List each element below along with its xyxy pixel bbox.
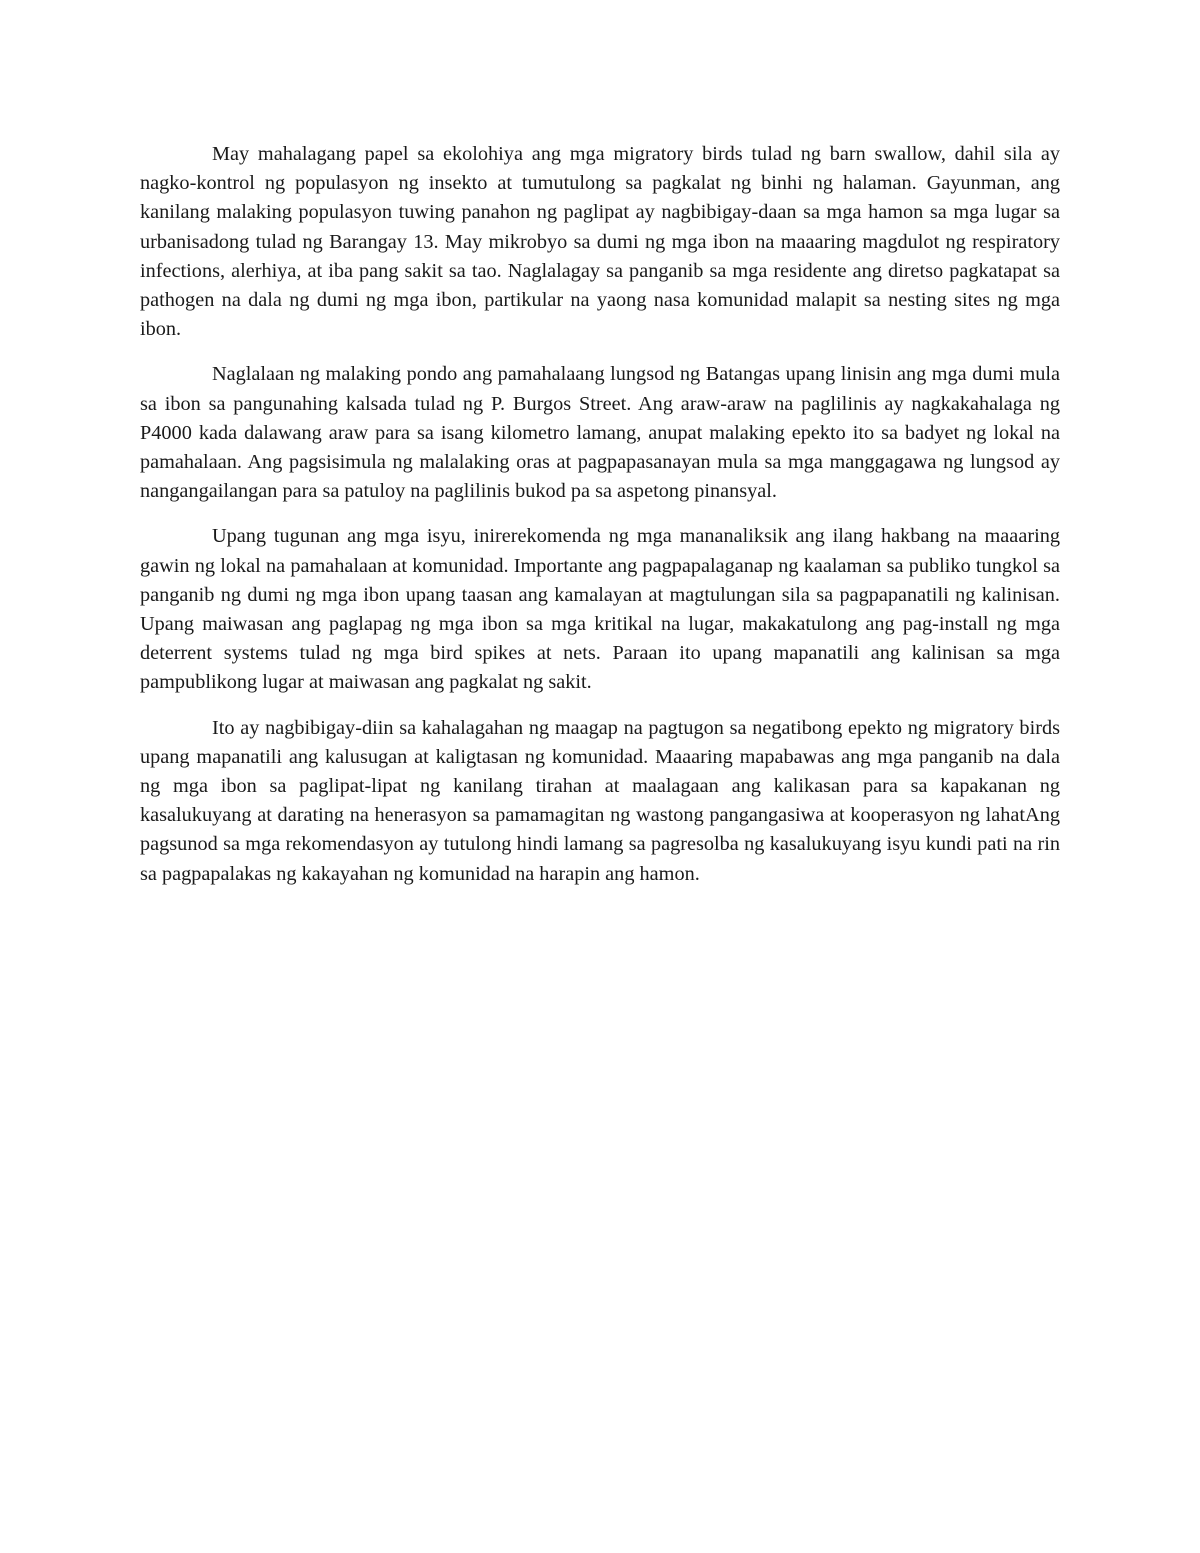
- paragraph-3: Upang tugunan ang mga isyu, inirerekomenda ng mga mananaliksik ang ilang hakbang na maaaring gawin ng lokal na pamahalaan at komunidad. Importante ang pagpapalaganap ng kaalaman sa publiko tungkol sa panganib ng dumi ng mga ibon upang taasan ang kamalayan at magtulungan sila sa pagpapanatili ng kalinisan. Upang maiwasan ang paglapag ng mga ibon sa mga kritikal na lugar, makakatulong ang pag-install ng mga deterrent systems tulad ng mga bird spikes at nets. Paraan ito upang mapanatili ang kalinisan sa mga pampublikong lugar at maiwasan ang pagkalat ng sakit.: [140, 525, 1060, 694]
- paragraph-4: Ito ay nagbibigay-diin sa kahalagahan ng maagap na pagtugon sa negatibong epekto ng migratory birds upang mapanatili ang kalusugan at kaligtasan ng komunidad. Maaaring mapabawas ang mga panganib na dala ng mga ibon sa paglipat-lipat ng kanilang tirahan at maalagaan ang kalikasan para sa kapakanan ng kasalukuyang at darating na henerasyon sa pamamagitan ng wastong pangangasiwa at kooperasyon ng lahatAng pagsunod sa mga rekomendasyon ay tutulong hindi lamang sa pagresolba ng kasalukuyang isyu kundi pati na rin sa pagpapalakas ng kakayahan ng komunidad na harapin ang hamon.: [140, 716, 1060, 885]
- document-body: [140, 140, 1060, 905]
- paragraph-2: Naglalaan ng malaking pondo ang pamahalaang lungsod ng Batangas upang linisin ang mga dumi mula sa ibon sa pangunahing kalsada tulad ng P. Burgos Street. Ang araw-araw na paglilinis ay nagkakahalaga ng P4000 kada dalawang araw para sa isang kilometro lamang, anupat malaking epekto ito sa badyet ng lokal na pamahalaan. Ang pagsisimula ng malalaking oras at pagpapasanayan mula sa mga manggagawa ng lungsod ay nangangailangan para sa patuloy na paglilinis bukod pa sa aspetong pinansyal.: [140, 363, 1060, 503]
- paragraph-1: May mahalagang papel sa ekolohiya ang mga migratory birds tulad ng barn swallow, dahil sila ay nagko-kontrol ng populasyon ng insekto at tumutulong sa pagkalat ng binhi ng halaman. Gayunman, ang kanilang malaking populasyon tuwing panahon ng paglipat ay nagbibigay-daan sa mga hamon sa mga lugar sa urbanisadong tulad ng Barangay 13. May mikrobyo sa dumi ng mga ibon na maaaring magdulot ng respiratory infections, alerhiya, at iba pang sakit sa tao. Naglalagay sa panganib sa mga residente ang diretso pagkatapat sa pathogen na dala ng dumi ng mga ibon, partikular na yaong nasa komunidad malapit sa nesting sites ng mga ibon.: [140, 143, 1060, 341]
